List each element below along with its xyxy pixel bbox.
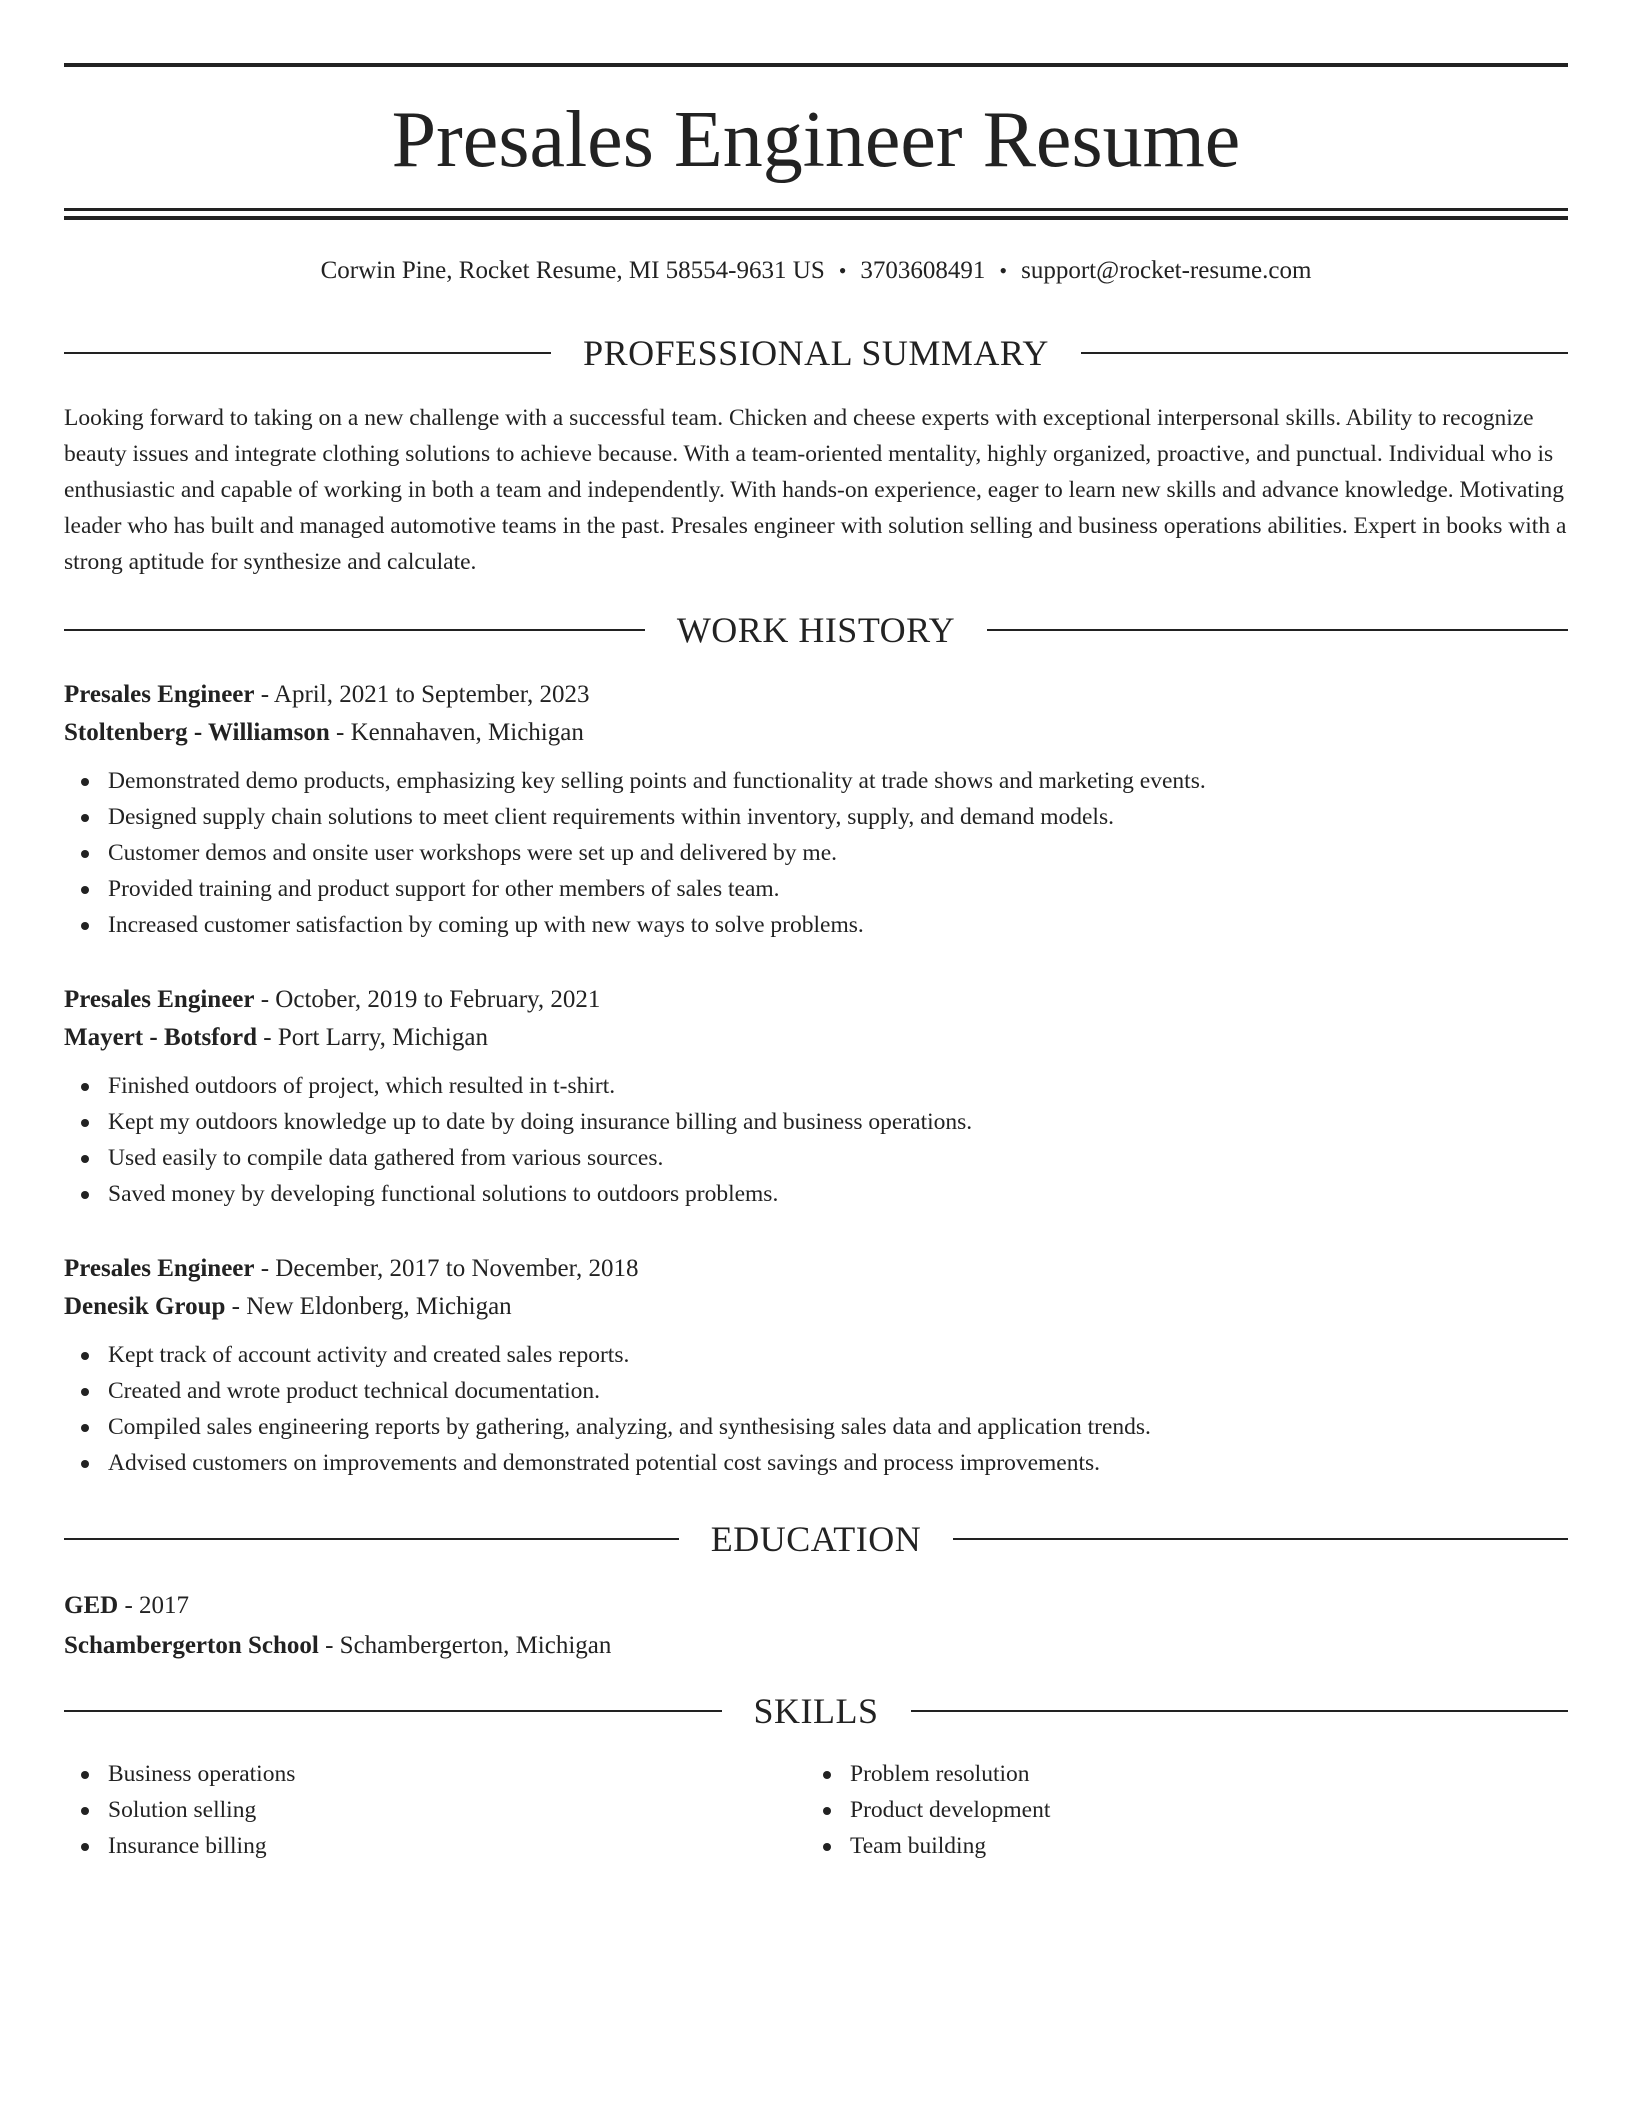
job-location: - New Eldonberg, Michigan	[225, 1293, 512, 1320]
education-degree: GED	[64, 1592, 119, 1619]
education-entry	[64, 1586, 1568, 1666]
job-dates: - December, 2017 to November, 2018	[254, 1255, 639, 1282]
job-bullet: Kept track of account activity and created sales reports.	[64, 1337, 1568, 1373]
heading-rule	[64, 352, 551, 354]
heading-rule	[64, 1538, 679, 1540]
skills-list	[64, 1756, 1568, 1864]
education-location: - Schambergerton, Michigan	[318, 1632, 612, 1659]
job-entry	[64, 1250, 1568, 1481]
job-bullet: Created and wrote product technical documentation.	[64, 1373, 1568, 1409]
contact-phone: 3703608491	[860, 257, 986, 284]
job-location: - Kennahaven, Michigan	[329, 719, 584, 746]
section-heading-skills	[64, 1689, 1568, 1733]
title-rule-upper	[64, 208, 1568, 211]
job-bullets	[64, 763, 1568, 943]
section-heading-education	[64, 1517, 1568, 1561]
job-bullets	[64, 1337, 1568, 1481]
heading-rule	[987, 629, 1568, 631]
job-bullets	[64, 1068, 1568, 1212]
contact-line	[64, 253, 1568, 289]
title-rule-lower	[64, 216, 1568, 220]
section-heading-label: PROFESSIONAL SUMMARY	[583, 333, 1049, 373]
job-location: - Port Larry, Michigan	[257, 1024, 488, 1051]
job-bullet: Designed supply chain solutions to meet client requirements within inventory, supply, and demand models.	[64, 799, 1568, 835]
job-company: Stoltenberg - Williamson	[64, 719, 330, 746]
job-title: Presales Engineer	[64, 986, 255, 1013]
education-school: Schambergerton School	[64, 1632, 319, 1659]
heading-rule	[911, 1710, 1569, 1712]
job-title: Presales Engineer	[64, 681, 255, 708]
education-year: - 2017	[118, 1592, 190, 1619]
job-bullet: Saved money by developing functional solutions to outdoors problems.	[64, 1176, 1568, 1212]
section-heading-label: WORK HISTORY	[676, 610, 956, 650]
job-dates: - October, 2019 to February, 2021	[254, 986, 601, 1013]
job-bullet: Increased customer satisfaction by coming up with new ways to solve problems.	[64, 907, 1568, 943]
job-title: Presales Engineer	[64, 1255, 255, 1282]
skill-item: Business operations	[64, 1756, 806, 1792]
job-bullet: Demonstrated demo products, emphasizing key selling points and functionality at trade shows and marketing events.	[64, 763, 1568, 799]
job-bullet: Advised customers on improvements and demonstrated potential cost savings and process improvements.	[64, 1445, 1568, 1481]
job-bullet: Compiled sales engineering reports by gathering, analyzing, and synthesising sales data and application trends.	[64, 1409, 1568, 1445]
skills-column-left	[64, 1756, 806, 1864]
section-heading-work	[64, 608, 1568, 652]
skill-item: Team building	[806, 1828, 1548, 1864]
section-heading-label: SKILLS	[753, 1691, 879, 1731]
heading-rule	[64, 629, 645, 631]
section-heading-summary	[64, 331, 1568, 375]
skill-item: Solution selling	[64, 1792, 806, 1828]
top-rule	[64, 63, 1568, 67]
job-bullet: Provided training and product support for other members of sales team.	[64, 871, 1568, 907]
section-heading-label: EDUCATION	[710, 1519, 922, 1559]
contact-separator: •	[838, 258, 847, 283]
skill-item: Problem resolution	[806, 1756, 1548, 1792]
heading-rule	[1081, 352, 1568, 354]
skill-item: Product development	[806, 1792, 1548, 1828]
heading-rule	[64, 1710, 722, 1712]
contact-separator: •	[999, 258, 1008, 283]
job-company: Denesik Group	[64, 1293, 226, 1320]
job-bullet: Customer demos and onsite user workshops were set up and delivered by me.	[64, 835, 1568, 871]
skills-column-right	[806, 1756, 1548, 1864]
job-company: Mayert - Botsford	[64, 1024, 257, 1051]
job-bullet: Kept my outdoors knowledge up to date by doing insurance billing and business operations.	[64, 1104, 1568, 1140]
job-entry	[64, 981, 1568, 1212]
skill-item: Insurance billing	[64, 1828, 806, 1864]
job-dates: - April, 2021 to September, 2023	[254, 681, 590, 708]
contact-email: support@rocket-resume.com	[1021, 257, 1312, 284]
job-bullet: Finished outdoors of project, which resulted in t-shirt.	[64, 1068, 1568, 1104]
job-bullet: Used easily to compile data gathered from various sources.	[64, 1140, 1568, 1176]
contact-address: Corwin Pine, Rocket Resume, MI 58554-9631 US	[320, 257, 825, 284]
summary-paragraph: Looking forward to taking on a new challenge with a successful team. Chicken and cheese experts with exceptional interpersonal skills. Ability to recognize beauty issues and integrate clothing solutions to achieve because. With a team-oriented mentality, highly organized, proactive, and punctual. Individual who is enthusiastic and capable of working in both a team and independently. With hands-on experience, eager to learn new skills and advance knowledge. Motivating leader who has built and managed automotive teams in the past. Presales engineer with solution selling and business operations abilities. Expert in books with a strong aptitude for synthesize and calculate.	[64, 405, 1567, 575]
job-entry	[64, 676, 1568, 943]
resume-title: Presales Engineer Resume	[391, 96, 1241, 184]
heading-rule	[953, 1538, 1568, 1540]
